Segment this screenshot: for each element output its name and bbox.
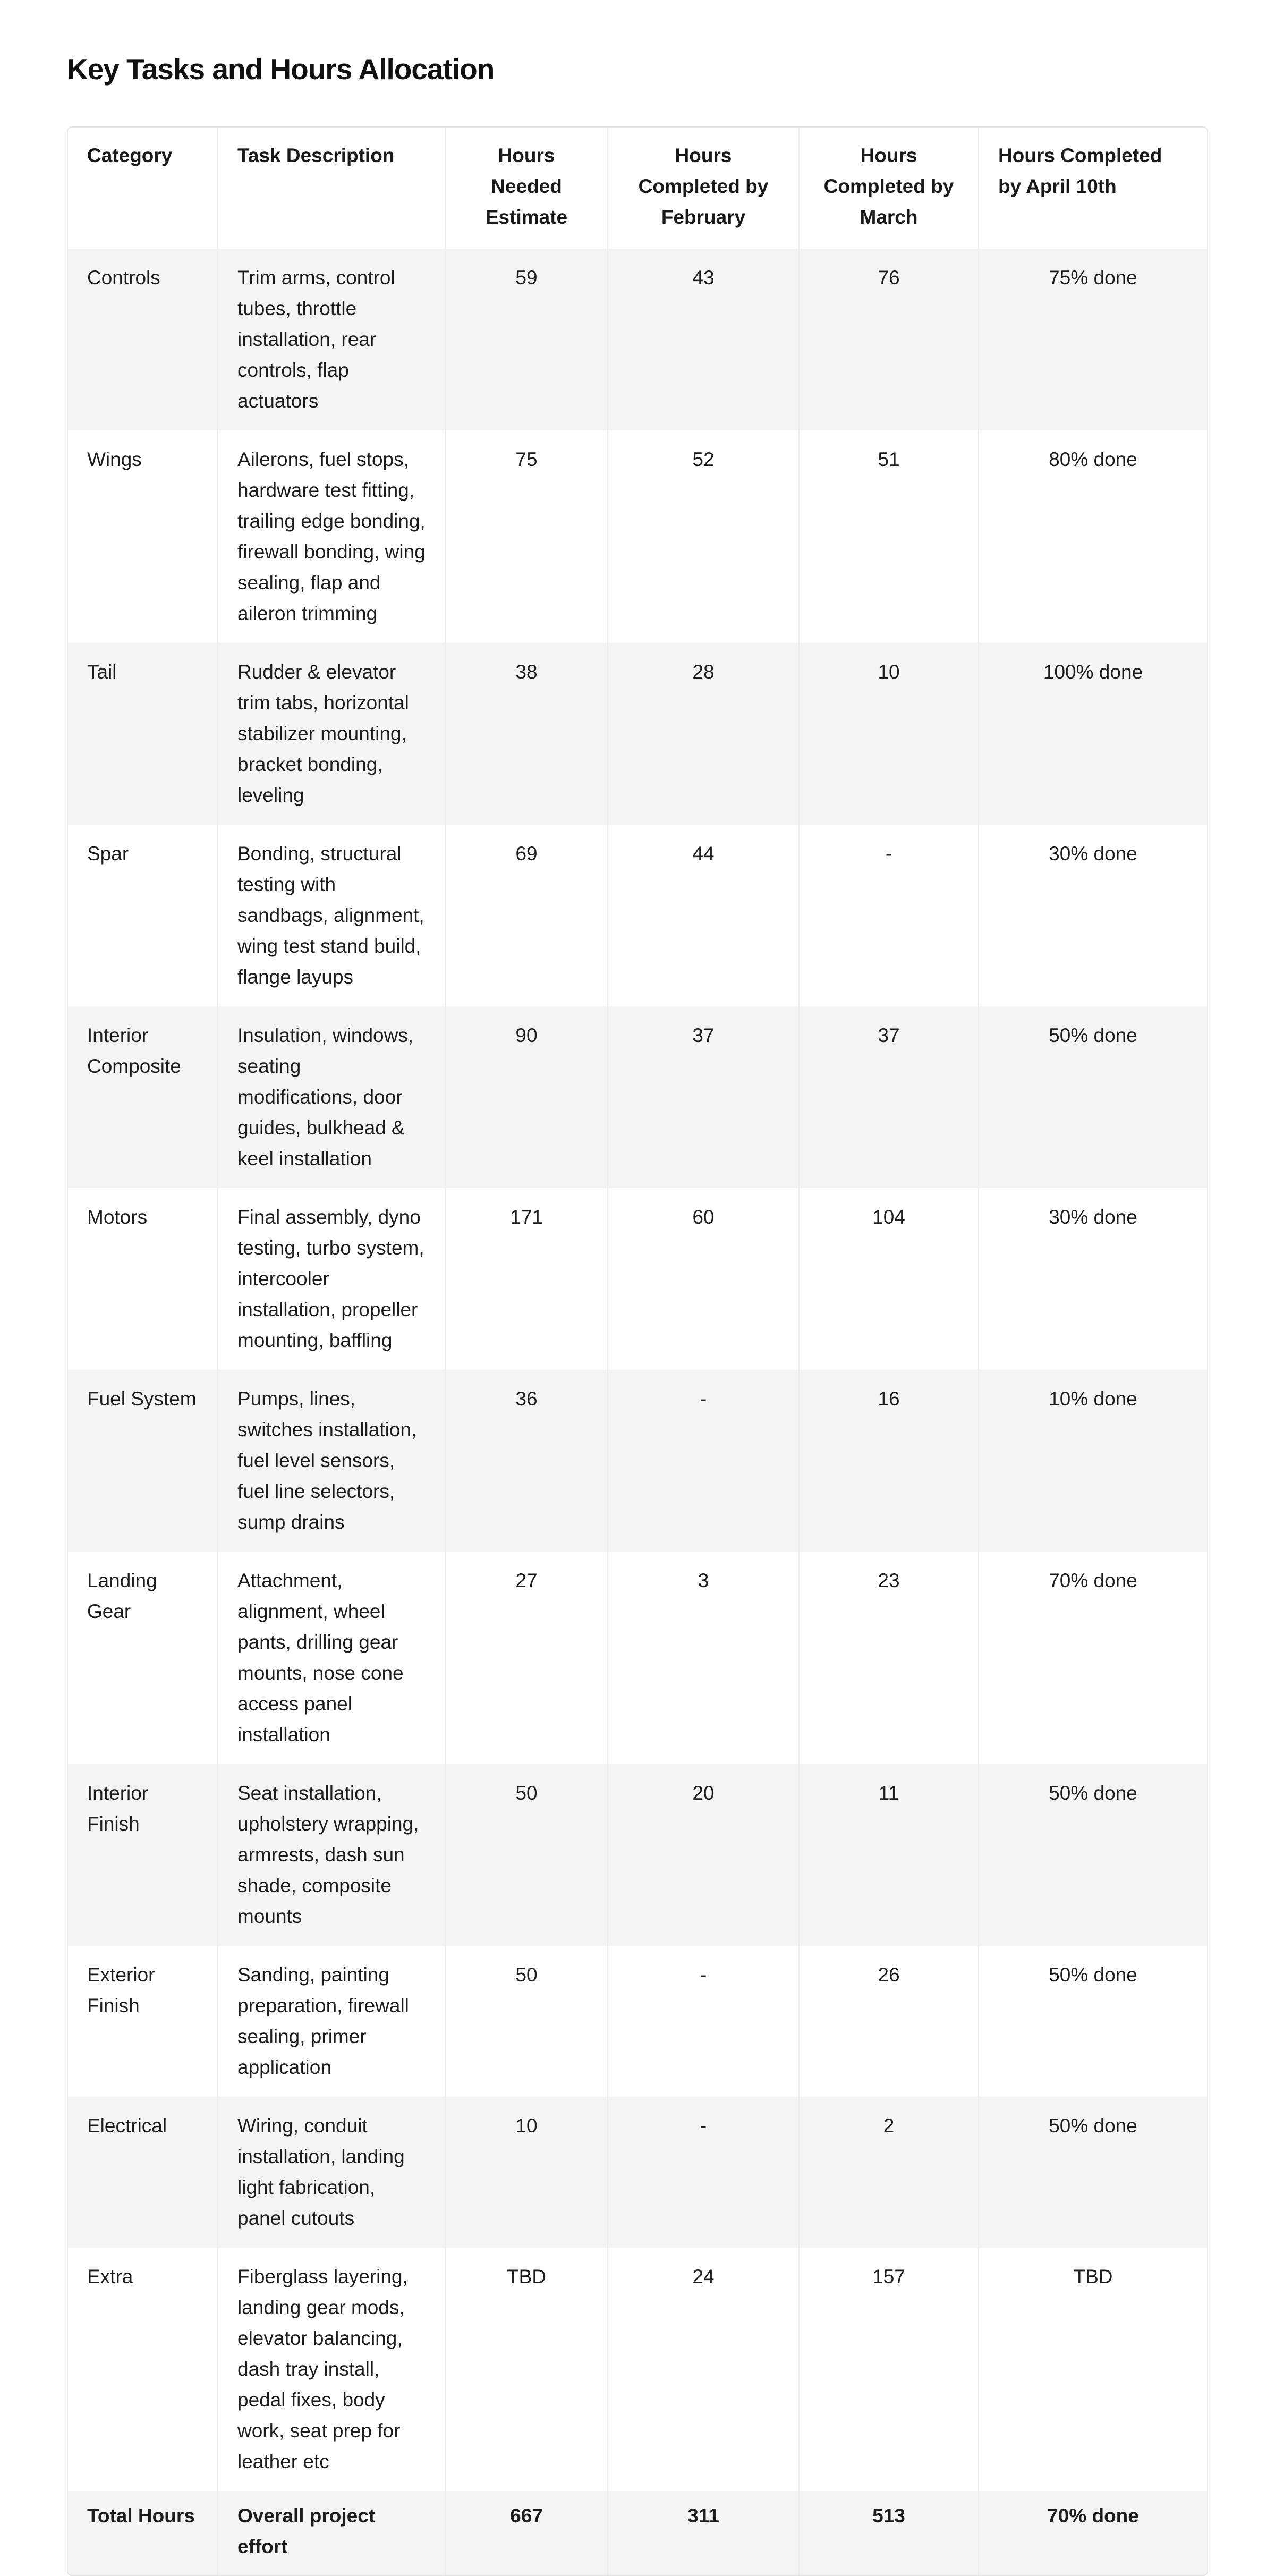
tasks-table <box>68 128 1207 2575</box>
hours-mar-cell: 11 <box>799 1764 979 1946</box>
category-cell: Motors <box>68 1188 218 1370</box>
header-hours-apr: Hours Completed by April 10th <box>998 145 1162 197</box>
task-description-cell: Wiring, conduit installation, landing light fabrication, panel cutouts <box>218 2097 445 2248</box>
task-description-cell: Fiberglass layering, landing gear mods, elevator balancing, dash tray install, pedal fixes, body work, seat prep for leather etc <box>218 2248 445 2491</box>
hours-needed-cell: 59 <box>445 249 608 430</box>
hours-apr-cell: 50% done <box>979 1946 1207 2097</box>
hours-apr-cell: 100% done <box>979 643 1207 825</box>
page-title: Key Tasks and Hours Allocation <box>67 53 495 86</box>
hours-needed-cell: 10 <box>445 2097 608 2248</box>
hours-feb-cell: 28 <box>608 643 799 825</box>
hours-feb-cell: 52 <box>608 430 799 643</box>
table-row <box>68 430 1207 643</box>
hours-apr-cell: TBD <box>979 2248 1207 2491</box>
table-row <box>68 1006 1207 1188</box>
hours-feb-cell: 60 <box>608 1188 799 1370</box>
category-cell: Electrical <box>68 2097 218 2248</box>
category-cell: Wings <box>68 430 218 643</box>
hours-feb-cell: 44 <box>608 825 799 1006</box>
category-cell: Controls <box>68 249 218 430</box>
hours-needed-cell: TBD <box>445 2248 608 2491</box>
category-cell: Fuel System <box>68 1370 218 1552</box>
hours-needed-cell: 38 <box>445 643 608 825</box>
total-category-cell: Total Hours <box>68 2491 218 2575</box>
table-row <box>68 1764 1207 1946</box>
hours-mar-cell: 37 <box>799 1006 979 1188</box>
table-row <box>68 1552 1207 1764</box>
hours-apr-cell: 50% done <box>979 1764 1207 1946</box>
table-row <box>68 1188 1207 1370</box>
hours-feb-cell: 43 <box>608 249 799 430</box>
total-mar-cell: 513 <box>799 2491 979 2575</box>
task-description-cell: Trim arms, control tubes, throttle installation, rear controls, flap actuators <box>218 249 445 430</box>
task-description-cell: Seat installation, upholstery wrapping, armrests, dash sun shade, composite mounts <box>218 1764 445 1946</box>
table-row <box>68 643 1207 825</box>
header-category: Category <box>68 128 218 249</box>
task-description-cell: Pumps, lines, switches installation, fuel level sensors, fuel line selectors, sump drains <box>218 1370 445 1552</box>
hours-apr-cell: 50% done <box>979 1006 1207 1188</box>
hours-mar-cell: 157 <box>799 2248 979 2491</box>
hours-needed-cell: 36 <box>445 1370 608 1552</box>
total-row <box>68 2491 1207 2575</box>
table-footer <box>68 2491 1207 2575</box>
hours-apr-cell: 30% done <box>979 1188 1207 1370</box>
category-cell: Landing Gear <box>68 1552 218 1764</box>
header-hours-feb: Hours Completed by February <box>608 128 799 249</box>
category-cell: Extra <box>68 2248 218 2491</box>
hours-mar-cell: 16 <box>799 1370 979 1552</box>
hours-needed-cell: 50 <box>445 1946 608 2097</box>
header-hours-needed: Hours Needed Estimate <box>445 128 608 249</box>
hours-mar-cell: 51 <box>799 430 979 643</box>
table-row <box>68 2097 1207 2248</box>
table-row <box>68 249 1207 430</box>
hours-apr-cell: 80% done <box>979 430 1207 643</box>
task-description-cell: Bonding, structural testing with sandbags, alignment, wing test stand build, flange layups <box>218 825 445 1006</box>
hours-mar-cell: 76 <box>799 249 979 430</box>
hours-needed-cell: 50 <box>445 1764 608 1946</box>
hours-needed-cell: 69 <box>445 825 608 1006</box>
hours-needed-cell: 75 <box>445 430 608 643</box>
hours-feb-cell: - <box>608 1946 799 2097</box>
hours-feb-cell: - <box>608 2097 799 2248</box>
hours-needed-cell: 171 <box>445 1188 608 1370</box>
category-cell: Exterior Finish <box>68 1946 218 2097</box>
hours-apr-cell: 50% done <box>979 2097 1207 2248</box>
category-cell: Tail <box>68 643 218 825</box>
hours-mar-cell: - <box>799 825 979 1006</box>
task-description-cell: Attachment, alignment, wheel pants, drilling gear mounts, nose cone access panel installation <box>218 1552 445 1764</box>
category-cell: Interior Composite <box>68 1006 218 1188</box>
category-cell: Interior Finish <box>68 1764 218 1946</box>
total-feb-cell: 311 <box>608 2491 799 2575</box>
tasks-table-container <box>67 126 1208 2576</box>
hours-mar-cell: 104 <box>799 1188 979 1370</box>
hours-apr-cell: 30% done <box>979 825 1207 1006</box>
task-description-cell: Rudder & elevator trim tabs, horizontal stabilizer mounting, bracket bonding, leveling <box>218 643 445 825</box>
hours-feb-cell: 20 <box>608 1764 799 1946</box>
hours-feb-cell: 3 <box>608 1552 799 1764</box>
table-row <box>68 825 1207 1006</box>
hours-feb-cell: - <box>608 1370 799 1552</box>
header-row <box>68 128 1207 249</box>
table-body <box>68 249 1207 2491</box>
header-task: Task Description <box>218 128 445 249</box>
hours-mar-cell: 2 <box>799 2097 979 2248</box>
task-description-cell: Final assembly, dyno testing, turbo system, intercooler installation, propeller mounting, baffling <box>218 1188 445 1370</box>
hours-apr-cell: 75% done <box>979 249 1207 430</box>
hours-mar-cell: 26 <box>799 1946 979 2097</box>
hours-needed-cell: 90 <box>445 1006 608 1188</box>
task-description-cell: Insulation, windows, seating modifications, door guides, bulkhead & keel installation <box>218 1006 445 1188</box>
table-row <box>68 1946 1207 2097</box>
table-row <box>68 2248 1207 2491</box>
table-row <box>68 1370 1207 1552</box>
header-hours-mar: Hours Completed by March <box>799 128 979 249</box>
total-apr-cell: 70% done <box>979 2491 1207 2575</box>
hours-needed-cell: 27 <box>445 1552 608 1764</box>
total-needed-cell: 667 <box>445 2491 608 2575</box>
hours-feb-cell: 37 <box>608 1006 799 1188</box>
task-description-cell: Sanding, painting preparation, firewall sealing, primer application <box>218 1946 445 2097</box>
total-task-cell: Overall project effort <box>218 2491 445 2575</box>
hours-mar-cell: 23 <box>799 1552 979 1764</box>
table-header <box>68 128 1207 249</box>
hours-apr-cell: 10% done <box>979 1370 1207 1552</box>
hours-mar-cell: 10 <box>799 643 979 825</box>
task-description-cell: Ailerons, fuel stops, hardware test fitting, trailing edge bonding, firewall bonding, wing sealing, flap and aileron trimming <box>218 430 445 643</box>
hours-apr-cell: 70% done <box>979 1552 1207 1764</box>
hours-feb-cell: 24 <box>608 2248 799 2491</box>
category-cell: Spar <box>68 825 218 1006</box>
